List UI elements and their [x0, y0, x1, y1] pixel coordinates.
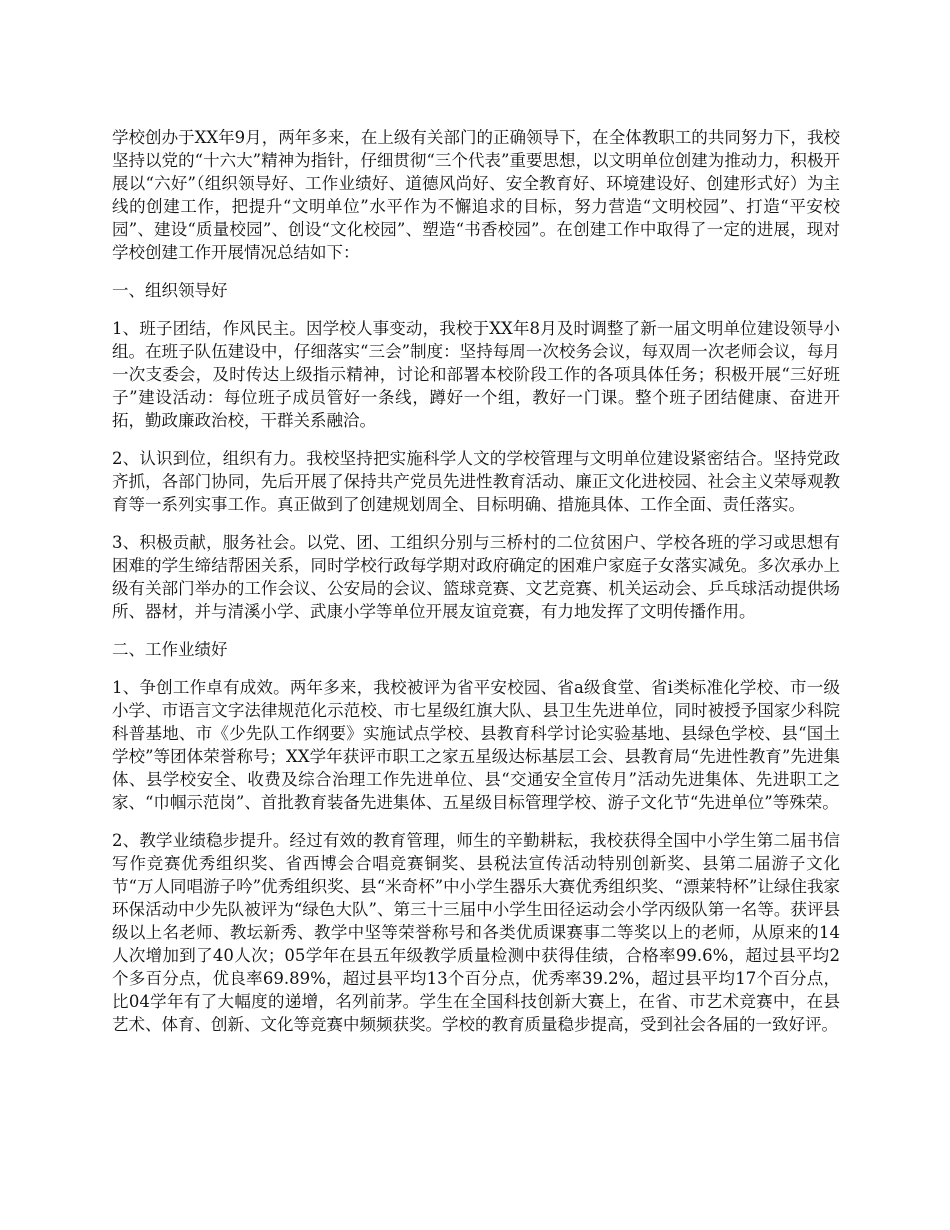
paragraph: 3、积极贡献，服务社会。以党、团、工组织分别与三桥村的二位贫困户、学校各班的学习或思想有困难的学生缔结帮困关系，同时学校行政每学期对政府确定的困难户家庭子女落实减免。多次承办上级有关部门举办的工作会议、公安局的会议、篮球竞赛、文艺竞赛、机关运动会、乒乓球活动提供场所、器材，并与清溪小学、武康小学等单位开展友谊竞赛，有力地发挥了文明传播作用。: [112, 533, 840, 621]
paragraph: 2、教学业绩稳步提升。经过有效的教育管理，师生的辛勤耕耘，我校获得全国中小学生第二届书信写作竞赛优秀组织奖、省西博会合唱竞赛铜奖、县税法宣传活动特别创新奖、县第二届游子文化节“万人同唱游子吟”优秀组织奖、县“米奇杯”中小学生器乐大赛优秀组织奖、“漂莱特杯”让绿住我家环保活动中少先队被评为“绿色大队”、第三十三届中小学生田径运动会小学丙级队第一名等。获评县级以上名老师、教坛新秀、教学中坚等荣誉称号和各类优质课赛事二等奖以上的老师，从原来的14人次增加到了40人次；05学年在县五年级教学质量检测中获得佳绩，合格率99.6%，超过县平均2个多百分点，优良率69.89%，超过县平均13个百分点，优秀率39.2%，超过县平均17个百分点，比04学年有了大幅度的递增，名列前茅。学生在全国科技创新大赛上，在省、市艺术竞赛中，在县艺术、体育、创新、文化等竞赛中频频获奖。学校的教育质量稳步提高，受到社会各届的一致好评。: [112, 831, 840, 1034]
document-body: [112, 126, 840, 1051]
paragraph: 2、认识到位，组织有力。我校坚持把实施科学人文的学校管理与文明单位建设紧密结合。坚持党政齐抓，各部门协同，先后开展了保持共产党员先进性教育活动、廉正文化进校园、社会主义荣辱观教育等一系列实事工作。真正做到了创建规划周全、目标明确、措施具体、工作全面、责任落实。: [112, 449, 840, 514]
section-heading-organization: 一、组织领导好: [112, 281, 228, 300]
section-heading-performance: 二、工作业绩好: [112, 640, 228, 659]
paragraph: 1、班子团结，作风民主。因学校人事变动，我校于XX年8月及时调整了新一届文明单位建设领导小组。在班子队伍建设中，仔细落实“三会”制度：坚持每周一次校务会议，每双周一次老师会议，每月一次支委会，及时传达上级指示精神，讨论和部署本校阶段工作的各项具体任务；积极开展“三好班子”建设活动：每位班子成员管好一条线，蹲好一个组，教好一门课。整个班子团结健康、奋进开拓，勤政廉政治校，干群关系融洽。: [112, 319, 840, 430]
paragraph: 1、争创工作卓有成效。两年多来，我校被评为省平安校园、省a级食堂、省i类标准化学校、市一级小学、市语言文字法律规范化示范校、市七星级红旗大队、县卫生先进单位，同时被授予国家少科院科普基地、市《少先队工作纲要》实施试点学校、县教育科学讨论实验基地、县绿色学校、县“国土学校”等团体荣誉称号；XX学年获评市职工之家五星级达标基层工会、县教育局“先进性教育”先进集体、县学校安全、收费及综合治理工作先进单位、县“交通安全宣传月”活动先进集体、先进职工之家、“巾帼示范岗”、首批教育装备先进集体、五星级目标管理学校、游子文化节“先进单位”等殊荣。: [112, 678, 840, 812]
intro-paragraph: 学校创办于XX年9月，两年多来，在上级有关部门的正确领导下，在全体教职工的共同努力下，我校坚持以党的“十六大”精神为指针，仔细贯彻“三个代表”重要思想，以文明单位创建为推动力，积极开展以“六好”（组织领导好、工作业绩好、道德风尚好、安全教育好、环境建设好、创建形式好）为主线的创建工作，把提升“文明单位”水平作为不懈追求的目标，努力营造“文明校园”、打造“平安校园”、建设“质量校园”、创设“文化校园”、塑造“书香校园”。在创建工作中取得了一定的进展，现对学校创建工作开展情况总结如下：: [112, 128, 840, 262]
